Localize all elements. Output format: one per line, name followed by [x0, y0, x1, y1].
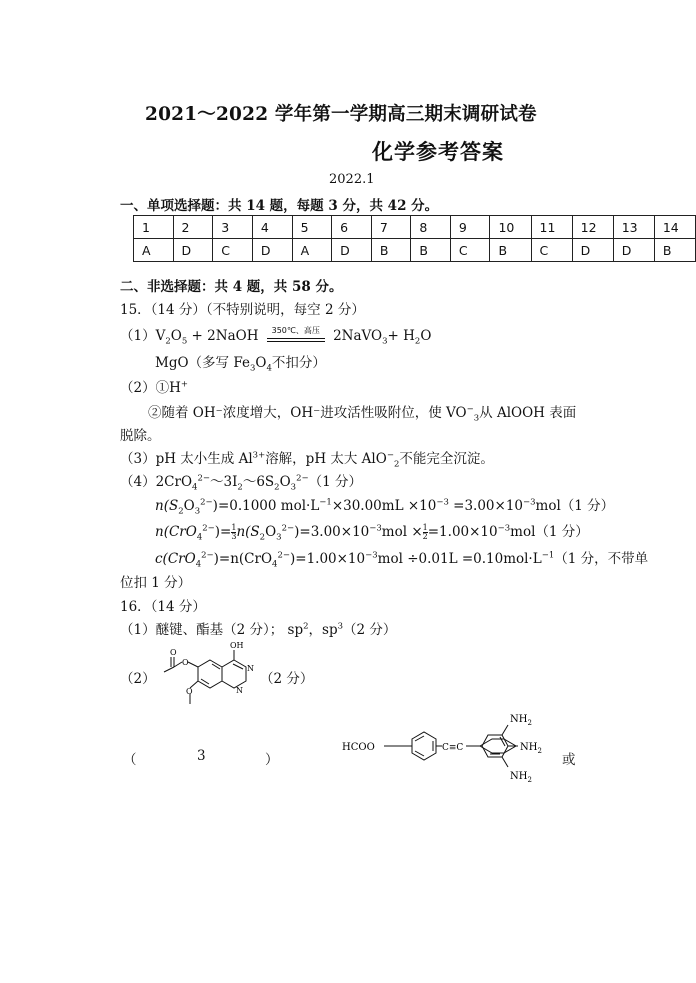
- bonds: [164, 650, 246, 704]
- o: O: [255, 355, 267, 371]
- text: n(CrO: [155, 524, 197, 540]
- arrow-line: [267, 338, 325, 339]
- ester-bond: [174, 662, 182, 667]
- sub: 3: [276, 532, 282, 543]
- answer-cell: D: [173, 239, 213, 262]
- o-label: O: [186, 687, 193, 696]
- sub: 2: [274, 482, 280, 493]
- q15-p3-tail: 不能完全沉淀。: [399, 451, 494, 467]
- denominator: 3: [231, 532, 237, 541]
- text: )=n(CrO: [213, 551, 273, 567]
- sup: −: [466, 404, 474, 415]
- q16-title: 16．（14 分）: [120, 599, 206, 615]
- text: ×30.00mL ×10: [331, 498, 437, 514]
- q15-part2a: [120, 376, 188, 396]
- sup: 2−: [202, 523, 215, 534]
- nh: NH: [510, 714, 528, 725]
- question-number-cell: 10: [490, 216, 531, 239]
- question-number-cell: 1: [134, 216, 174, 239]
- question-number-cell: 7: [371, 216, 411, 239]
- answer-cell: C: [450, 239, 490, 262]
- question-number-cell: 14: [654, 216, 695, 239]
- sup: 2−: [197, 473, 210, 484]
- question-number-cell: 13: [613, 216, 654, 239]
- sub: 3: [382, 336, 388, 347]
- right-ring: [482, 725, 518, 767]
- q15-part1-mgo: [155, 351, 326, 374]
- answer-number-row: [134, 216, 696, 239]
- date: 2022.1: [329, 172, 375, 187]
- sup: −1: [319, 497, 332, 508]
- n-label: N: [247, 664, 254, 673]
- sub: 2: [259, 532, 266, 543]
- q16-part2-label: （2）: [120, 671, 156, 687]
- hcoo-label: HCOO: [342, 742, 375, 753]
- mgo-text: MgO（多写 Fe: [155, 355, 250, 371]
- benzene-ring: [198, 660, 222, 688]
- text: ～3I: [209, 474, 238, 490]
- q15-title: 15．（14 分）（不特别说明，每空 2 分）: [120, 302, 365, 318]
- q15-part4-line5: 位扣 1 分）: [120, 575, 192, 591]
- sub: 4: [266, 363, 272, 374]
- nh: NH: [520, 742, 538, 753]
- q15-p4-label: （4）2CrO: [120, 474, 193, 490]
- nh: NH: [510, 771, 528, 782]
- sup: 2−: [296, 473, 309, 484]
- q15-p2b-text: ②随着 OH⁻浓度增大，OH⁻进攻活性吸附位，使 VO: [148, 405, 467, 421]
- question-number-cell: 11: [531, 216, 572, 239]
- page-subtitle: 化学参考答案: [372, 139, 504, 164]
- q15-p2-label: （2）①H: [120, 380, 181, 396]
- text: )=3.00×10: [294, 524, 370, 540]
- q15-part1-equation: $(1)V_2O_5$ + 2NaOH 350℃、高压 2NaVO$_3$+ $H_2O$: [120, 325, 432, 347]
- question-number-cell: 5: [292, 216, 332, 239]
- denominator: 2: [422, 532, 428, 541]
- text: n(S: [155, 498, 179, 514]
- answer-cell: D: [252, 239, 292, 262]
- sup: −3: [497, 523, 511, 534]
- q15-part4-line4: [155, 547, 648, 570]
- methyl-bond: [164, 667, 174, 672]
- sup: 2: [303, 621, 309, 632]
- q15-part3: [120, 447, 494, 470]
- text: )=0.1000 mol·L: [212, 498, 320, 514]
- sub: 4: [195, 559, 202, 570]
- sub: 2: [414, 336, 421, 347]
- sup: +: [180, 379, 188, 390]
- question-number-cell: 3: [213, 216, 253, 239]
- sub: 4: [192, 482, 198, 493]
- diaminophenyl-alkyne-structure: [340, 705, 560, 795]
- text: mol（1 分）: [510, 524, 589, 540]
- text: )=1.00×10: [289, 551, 366, 567]
- oh-label: OH: [230, 641, 244, 650]
- question-number-cell: 9: [450, 216, 490, 239]
- sup: −3: [523, 497, 536, 508]
- o: O: [170, 328, 182, 344]
- nh2-label-top: [510, 714, 532, 727]
- section1-heading: 一、单项选择题：共 14 题，每题 3 分，共 42 分。: [120, 198, 439, 214]
- q16-part3-number: 3: [197, 748, 206, 764]
- answer-cell: C: [531, 239, 572, 262]
- o: O: [265, 524, 277, 540]
- reaction-condition: [267, 325, 325, 347]
- answer-cell: C: [213, 239, 253, 262]
- sup: −: [386, 450, 394, 461]
- sup: 3+: [252, 450, 266, 461]
- q16-part3-open: （: [123, 752, 137, 768]
- answer-cell: D: [572, 239, 613, 262]
- sup: 2−: [277, 550, 290, 561]
- text: （2 分）: [343, 622, 397, 638]
- text: =1.00×10: [427, 524, 498, 540]
- sub: 4: [272, 559, 278, 570]
- answer-cell: D: [332, 239, 372, 262]
- question-number-cell: 6: [332, 216, 372, 239]
- text: ～6S: [242, 474, 275, 490]
- sub: 2: [537, 747, 542, 755]
- q15-p2b-tail: 从 AlOOH 表面: [479, 405, 577, 421]
- question-number-cell: 8: [411, 216, 451, 239]
- sub: 2: [527, 776, 532, 784]
- q15-part4-line1: [120, 470, 362, 493]
- h2o: + H: [387, 328, 415, 344]
- sub: 3: [249, 363, 256, 374]
- nh2-label-bottom: [510, 771, 532, 784]
- sub: 2: [393, 459, 400, 470]
- question-number-cell: 2: [173, 216, 213, 239]
- q16-part3-close: ）: [265, 752, 279, 768]
- q15-p3-text: （3）pH 太小生成 Al: [120, 451, 253, 467]
- numerator: 1: [231, 523, 237, 532]
- q15-part4-line2: [155, 494, 614, 517]
- text: （1 分，不带单: [554, 551, 649, 567]
- nh2-bond: [502, 725, 508, 735]
- sup: 2−: [281, 523, 295, 534]
- sub: 2: [527, 719, 532, 727]
- question-number-cell: 12: [572, 216, 613, 239]
- section2-heading: 二、非选择题：共 4 题，共 58 分。: [120, 279, 343, 295]
- text: =3.00×10: [448, 498, 524, 514]
- answer-cell: A: [292, 239, 332, 262]
- answer-cell: B: [371, 239, 411, 262]
- q15-part2b-line2: 脱除。: [120, 428, 161, 444]
- sup: 3: [337, 621, 344, 632]
- text: ，sp: [308, 622, 338, 638]
- text: mol（1 分）: [535, 498, 615, 514]
- q15-part2b: [148, 401, 576, 424]
- q16-part1: [120, 618, 396, 638]
- o-bond: [188, 662, 198, 667]
- arrow-line: [267, 341, 325, 342]
- q15-p3-mid: 溶解，pH 太大 AlO: [265, 451, 387, 467]
- q16-part2-score: （2 分）: [260, 671, 314, 687]
- q15-p1-left: V: [155, 328, 166, 344]
- alkyne-label: C≡C: [442, 743, 464, 753]
- answer-cell: B: [411, 239, 451, 262]
- text: （1 分）: [308, 474, 363, 490]
- o: O: [279, 474, 291, 490]
- mgo-tail: 不扣分）: [271, 355, 326, 371]
- text: n(S: [236, 524, 260, 540]
- answer-cell: B: [490, 239, 531, 262]
- o: O: [420, 328, 432, 344]
- o-label: O: [170, 648, 177, 657]
- q15-p1-right: 2NaVO: [333, 328, 383, 344]
- q15-p1-label: （1）: [120, 328, 156, 344]
- answer-key-row: [134, 239, 696, 262]
- question-number-cell: 4: [252, 216, 292, 239]
- sup: −3: [365, 550, 378, 561]
- answer-cell: A: [134, 239, 174, 262]
- sup: −1: [541, 550, 555, 561]
- text: mol ×: [381, 524, 423, 540]
- nh2-bond: [502, 757, 508, 767]
- sub: 3: [290, 482, 297, 493]
- o-label: O: [182, 658, 189, 667]
- sub: 2: [165, 336, 171, 347]
- answer-cell: B: [654, 239, 695, 262]
- quinazoline-structure: [150, 638, 260, 710]
- sub: 5: [181, 336, 188, 347]
- numerator: 1: [422, 523, 428, 532]
- sub: 4: [196, 532, 203, 543]
- n-label: N: [236, 686, 243, 695]
- text: c(CrO: [155, 551, 196, 567]
- answer-table: [133, 215, 696, 262]
- sub: 3: [194, 506, 201, 517]
- condition-label: 350℃、高压: [271, 325, 320, 335]
- sup: 2−: [200, 497, 213, 508]
- text: mol ÷0.01L =0.10mol·L: [377, 551, 542, 567]
- o: O: [183, 498, 195, 514]
- sub: 3: [473, 413, 480, 424]
- text: )=: [214, 524, 232, 540]
- nh2-label-mid: [520, 742, 542, 755]
- page-title: 2021～2022 学年第一学期高三期末调研试卷: [145, 104, 537, 125]
- sub: 2: [178, 506, 184, 517]
- sup: 2−: [201, 550, 214, 561]
- answer-cell: D: [613, 239, 654, 262]
- q16-part3-or: 或: [562, 752, 576, 768]
- text: （1）醚键、酯基（2 分）； sp: [120, 622, 304, 638]
- sup: −3: [436, 497, 449, 508]
- sub: 2: [237, 482, 243, 493]
- q15-part4-line3: [155, 520, 589, 543]
- naoh: 2NaOH: [207, 328, 259, 344]
- sup: −3: [369, 523, 382, 534]
